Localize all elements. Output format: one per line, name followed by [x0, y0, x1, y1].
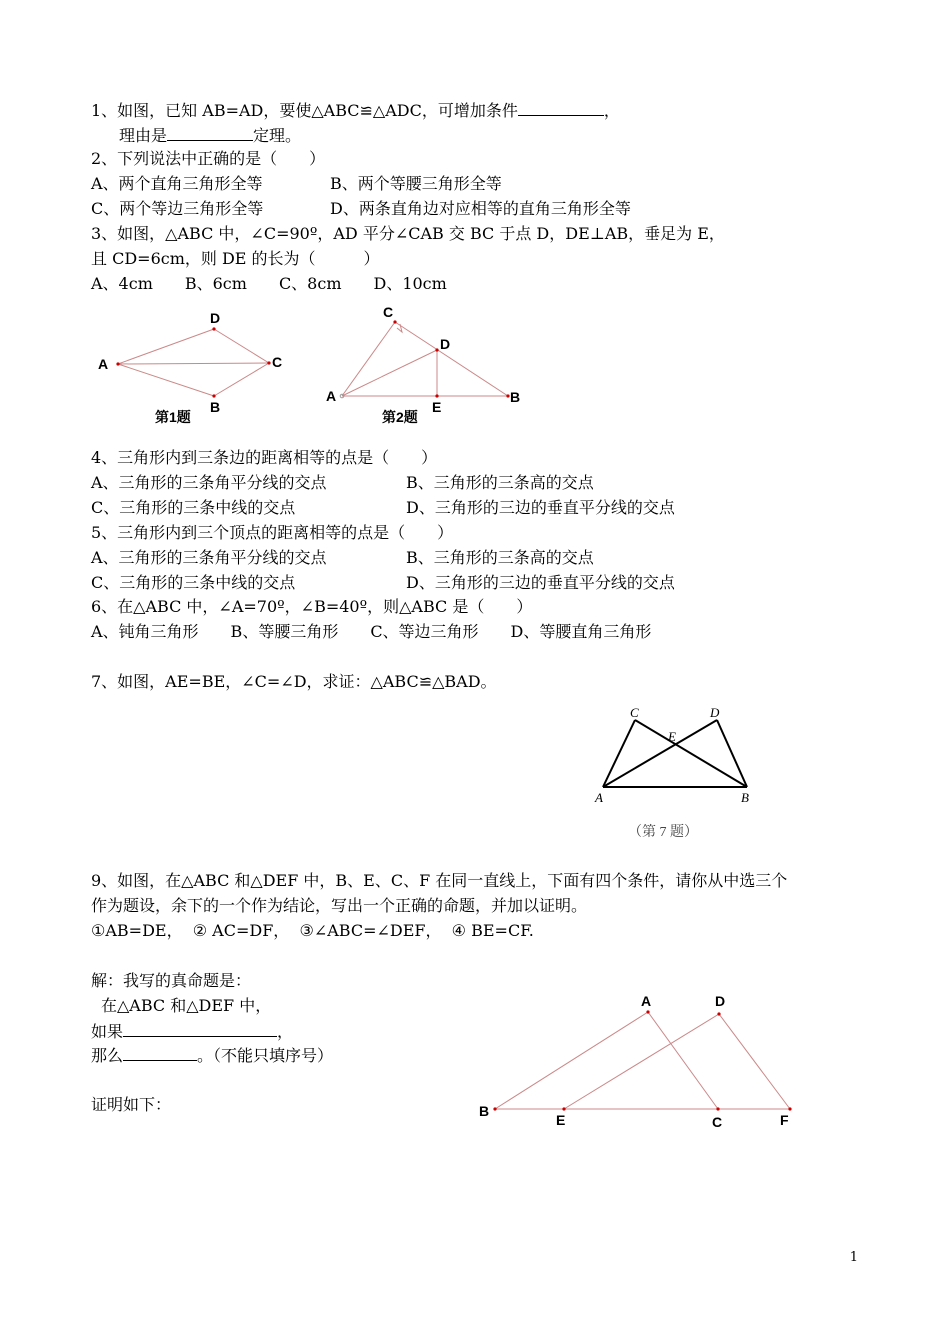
- q9-then-label: 那么: [91, 1046, 124, 1065]
- q9-if-blank[interactable]: [123, 1020, 277, 1037]
- q9-stem-1: 9、如图，在△ABC 和△DEF 中，B、E、C、F 在同一直线上，下面有四个条件，请你从中选三个: [91, 871, 788, 890]
- q4-option-c: C、三角形的三条中线的交点: [91, 498, 296, 517]
- q5-option-b: B、三角形的三条高的交点: [406, 548, 594, 567]
- q9-stem-2: 作为题设，余下的一个作为结论，写出一个正确的命题，并加以证明。: [91, 896, 588, 915]
- q4-option-b: B、三角形的三条高的交点: [406, 473, 594, 492]
- fig2-caption: 第2题: [382, 409, 418, 425]
- q9-solution-in: 在△ABC 和△DEF 中，: [101, 996, 272, 1015]
- fig1-segment-bc: [214, 363, 269, 396]
- fig9-label-d: D: [715, 993, 726, 1009]
- q9-proof-label: 证明如下：: [91, 1095, 172, 1114]
- q7-stem: 7、如图，AE=BE，∠C=∠D，求证：△ABC≌△BAD。: [91, 672, 497, 691]
- fig2-label-c: C: [383, 304, 394, 320]
- q3-stem-2: 且 CD=6cm，则 DE 的长为（ ）: [91, 249, 380, 268]
- q9-then-end: 。（不能只填序号）: [197, 1046, 334, 1065]
- q1-line1-text: 1、如图，已知 AB=AD，要使△ABC≌△ADC，可增加条件: [91, 101, 518, 120]
- q1-condition-blank[interactable]: [518, 99, 604, 116]
- fig1-label-b: B: [210, 399, 221, 415]
- fig9-label-b: B: [479, 1103, 490, 1119]
- fig1-segment-ab: [118, 364, 214, 396]
- q9-solution-if: [91, 1020, 293, 1043]
- fig9-label-c: C: [712, 1114, 723, 1130]
- fig9-segment-ba: [495, 1012, 648, 1109]
- q1-line1-end: ，: [603, 101, 620, 120]
- fig7-segment-cb: [635, 720, 747, 787]
- fig7-label-b: B: [741, 790, 749, 805]
- figure-9-diagram: [470, 985, 810, 1135]
- fig1-label-a: A: [98, 356, 109, 372]
- q5-option-a: A、三角形的三条角平分线的交点: [91, 548, 327, 567]
- fig2-segment-cb: [395, 322, 508, 396]
- q5-stem: 5、三角形内到三个顶点的距离相等的点是（ ）: [91, 523, 454, 542]
- figure-2-diagram: [320, 300, 530, 430]
- q1-line2-end: 定理。: [253, 126, 302, 145]
- q2-option-b: B、两个等腰三角形全等: [330, 174, 502, 193]
- fig9-label-f: F: [780, 1112, 789, 1128]
- q1-line2: [119, 124, 301, 147]
- fig2-label-b: B: [510, 389, 521, 405]
- q2-option-c: C、两个等边三角形全等: [91, 199, 264, 218]
- fig1-label-d: D: [210, 310, 221, 326]
- fig7-label-c: C: [630, 705, 639, 720]
- q6-options: A、钝角三角形 B、等腰三角形 C、等边三角形 D、等腰直角三角形: [91, 622, 652, 641]
- q9-if-end: ，: [277, 1022, 294, 1041]
- q4-option-a: A、三角形的三条角平分线的交点: [91, 473, 327, 492]
- q2-option-a: A、两个直角三角形全等: [91, 174, 263, 193]
- q4-option-d: D、三角形的三边的垂直平分线的交点: [406, 498, 675, 517]
- q9-if-label: 如果: [91, 1022, 124, 1041]
- fig1-label-c: C: [272, 354, 283, 370]
- fig7-label-d: D: [710, 705, 720, 720]
- q9-then-blank[interactable]: [123, 1044, 197, 1061]
- fig2-segment-ac: [342, 322, 395, 396]
- page-number: 1: [849, 1250, 858, 1265]
- fig9-segment-ac: [648, 1012, 718, 1109]
- q9-solution-intro: 解：我写的真命题是：: [91, 971, 252, 990]
- q5-option-d: D、三角形的三边的垂直平分线的交点: [406, 573, 675, 592]
- q5-option-c: C、三角形的三条中线的交点: [91, 573, 296, 592]
- q3-stem-1: 3、如图，△ABC 中，∠C=90º，AD 平分∠CAB 交 BC 于点 D，DE⊥AB，垂足为 E，: [91, 224, 725, 243]
- q2-stem: 2、下列说法中正确的是（ ）: [91, 149, 326, 168]
- q1-reason-blank[interactable]: [167, 124, 253, 141]
- figure-1-diagram: [90, 305, 310, 430]
- q2-option-d: D、两条直角边对应相等的直角三角形全等: [330, 199, 631, 218]
- fig1-segment-ac: [118, 363, 269, 364]
- fig7-caption: （第 7 题）: [628, 825, 698, 840]
- fig2-segment-ad: [342, 350, 437, 396]
- fig1-segment-ad: [118, 329, 214, 364]
- q3-options: A、4cm B、6cm C、8cm D、10cm: [91, 274, 447, 293]
- fig9-label-e: E: [556, 1112, 566, 1128]
- fig7-label-a: A: [595, 790, 603, 805]
- figure-7-diagram: [590, 703, 765, 843]
- fig9-segment-df: [719, 1014, 790, 1109]
- q9-solution-then: [91, 1044, 333, 1067]
- q1-line1: [91, 99, 620, 122]
- fig1-segment-dc: [214, 329, 269, 363]
- fig9-segment-ed: [564, 1014, 719, 1109]
- q1-line2-text: 理由是: [119, 126, 168, 145]
- fig2-label-a: A: [326, 388, 337, 404]
- fig2-label-d: D: [440, 336, 451, 352]
- q4-stem: 4、三角形内到三条边的距离相等的点是（ ）: [91, 448, 438, 467]
- q9-conditions: ①AB=DE， ② AC=DF， ③∠ABC=∠DEF， ④ BE=CF.: [91, 921, 534, 940]
- fig7-label-e: E: [668, 729, 676, 744]
- fig1-caption: 第1题: [155, 409, 191, 425]
- fig2-label-e: E: [432, 399, 442, 415]
- fig9-label-a: A: [641, 993, 652, 1009]
- q6-stem: 6、在△ABC 中，∠A=70º，∠B=40º，则△ABC 是（ ）: [91, 597, 533, 616]
